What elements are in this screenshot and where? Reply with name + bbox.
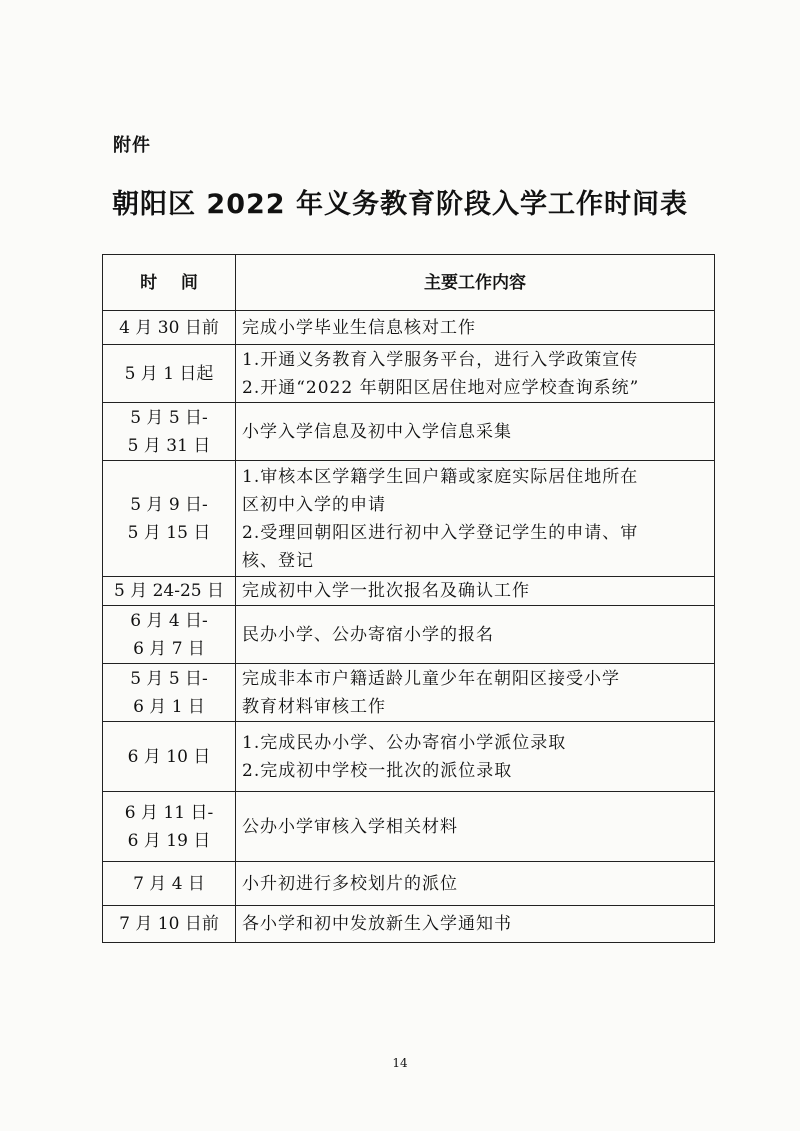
content-text: 各小学和初中发放新生入学通知书 — [242, 914, 512, 934]
content-text: 1.开通义务教育入学服务平台，进行入学政策宣传 — [242, 349, 639, 370]
content-cell — [236, 461, 715, 577]
content-text: 公办小学审核入学相关材料 — [242, 816, 458, 837]
table-row — [103, 577, 715, 606]
table-row — [103, 606, 715, 664]
time-cell — [103, 906, 236, 943]
table-row — [103, 722, 715, 792]
content-text: 2.受理回朝阳区进行初中入学登记学生的申请、审 — [242, 522, 639, 543]
time-cell — [103, 461, 236, 577]
table-row — [103, 461, 715, 577]
attachment-label: 附件 — [113, 135, 151, 156]
time-text: 6 月 10 日 — [127, 746, 211, 767]
content-text: 小学入学信息及初中入学信息采集 — [242, 421, 512, 442]
content-text: 完成初中入学一批次报名及确认工作 — [242, 581, 530, 601]
content-cell — [236, 664, 715, 722]
content-cell — [236, 906, 715, 943]
time-cell — [103, 606, 236, 664]
table-row — [103, 792, 715, 862]
content-text: 完成小学毕业生信息核对工作 — [242, 317, 476, 338]
content-text: 1.审核本区学籍学生回户籍或家庭实际居住地所在 — [242, 466, 639, 487]
time-text: 6 月 4 日- — [130, 610, 208, 631]
header-time: 时 间 — [103, 255, 236, 311]
time-text: 5 月 5 日- — [130, 407, 208, 428]
time-text: 5 月 1 日起 — [124, 363, 214, 384]
time-text: 5 月 24-25 日 — [113, 581, 225, 601]
content-cell — [236, 577, 715, 606]
time-cell — [103, 862, 236, 906]
time-text: 5 月 15 日 — [127, 522, 211, 543]
time-cell — [103, 664, 236, 722]
time-text: 4 月 30 日前 — [119, 317, 219, 338]
table-row — [103, 906, 715, 943]
content-text: 区初中入学的申请 — [242, 494, 386, 515]
time-cell — [103, 345, 236, 403]
table-row — [103, 345, 715, 403]
time-text: 6 月 19 日 — [127, 830, 211, 851]
content-text: 核、登记 — [242, 550, 314, 571]
content-cell — [236, 345, 715, 403]
schedule-body — [103, 311, 715, 943]
time-text: 6 月 11 日- — [124, 802, 214, 823]
table-header-row — [103, 255, 715, 311]
time-text: 6 月 7 日 — [133, 638, 205, 659]
time-cell — [103, 577, 236, 606]
content-cell — [236, 722, 715, 792]
schedule-table — [102, 254, 715, 943]
time-cell — [103, 792, 236, 862]
time-text: 7 月 4 日 — [133, 873, 205, 894]
content-cell — [236, 311, 715, 345]
header-content: 主要工作内容 — [236, 255, 715, 311]
content-cell — [236, 792, 715, 862]
content-text: 民办小学、公办寄宿小学的报名 — [242, 624, 494, 645]
content-text: 2.完成初中学校一批次的派位录取 — [242, 760, 513, 781]
time-text: 5 月 31 日 — [127, 435, 211, 456]
page-number: 14 — [392, 1056, 408, 1070]
time-text: 5 月 5 日- — [130, 668, 208, 689]
content-cell — [236, 606, 715, 664]
content-text: 小升初进行多校划片的派位 — [242, 873, 458, 894]
content-cell — [236, 403, 715, 461]
table-row — [103, 862, 715, 906]
time-text: 7 月 10 日前 — [119, 914, 219, 934]
content-text: 2.开通“2022 年朝阳区居住地对应学校查询系统” — [242, 377, 640, 398]
content-text: 完成非本市户籍适龄儿童少年在朝阳区接受小学 — [242, 668, 620, 689]
table-row — [103, 664, 715, 722]
content-text: 1.完成民办小学、公办寄宿小学派位录取 — [242, 732, 567, 753]
document-title: 朝阳区 2022 年义务教育阶段入学工作时间表 — [112, 189, 688, 220]
time-cell — [103, 722, 236, 792]
time-text: 5 月 9 日- — [130, 494, 208, 515]
time-text: 6 月 1 日 — [133, 696, 205, 717]
table-row — [103, 403, 715, 461]
time-cell — [103, 311, 236, 345]
time-cell — [103, 403, 236, 461]
content-cell — [236, 862, 715, 906]
table-row — [103, 311, 715, 345]
content-text: 教育材料审核工作 — [242, 696, 386, 717]
